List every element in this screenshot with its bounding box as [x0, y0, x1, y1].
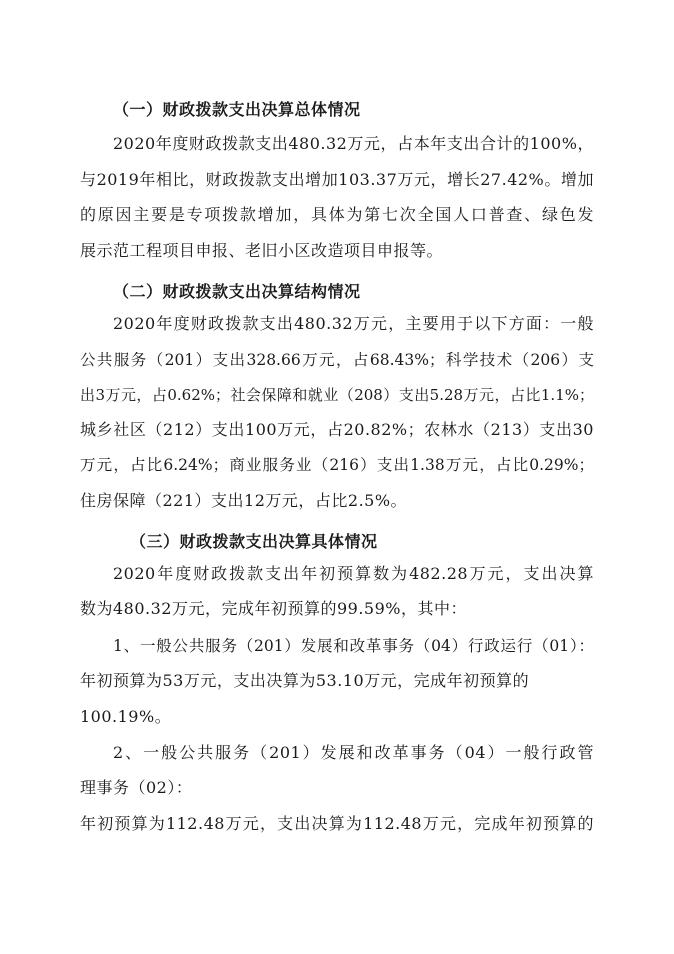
- section-3-heading: （三）财政拨款支出决算具体情况: [130, 532, 378, 551]
- paragraph-line: 与2019年相比，财政拨款支出增加103.37万元，增长27.42%。增加: [80, 170, 594, 189]
- paragraph-line: 2020年度财政拨款支出480.32万元，占本年支出合计的100%，: [113, 134, 594, 153]
- paragraph-line: 城乡社区（212）支出100万元，占20.82%；农林水（213）支出30: [80, 420, 594, 439]
- paragraph-line: 公共服务（201）支出328.66万元，占68.43%；科学技术（206）支: [80, 351, 594, 369]
- paragraph-line: 万元，占比6.24%；商业服务业（216）支出1.38万元，占比0.29%；: [80, 456, 594, 474]
- paragraph-line: 年初预算为53万元，支出决算为53.10万元，完成年初预算的: [80, 671, 530, 690]
- paragraph-line: 100.19%。: [80, 707, 172, 726]
- paragraph-line: 1、一般公共服务（201）发展和改革事务（04）行政运行（01）：: [113, 637, 594, 655]
- section-2-heading: （二）财政拨款支出决算结构情况: [113, 282, 361, 301]
- paragraph-line: 理事务（02）：: [80, 778, 193, 797]
- paragraph-line: 2020年度财政拨款支出480.32万元，主要用于以下方面：一般: [113, 314, 594, 333]
- paragraph-line: 数为480.32万元，完成年初预算的99.59%，其中：: [80, 599, 467, 618]
- paragraph-line: 展示范工程项目申报、老旧小区改造项目申报等。: [80, 241, 444, 260]
- paragraph-line: 年初预算为112.48万元，支出决算为112.48万元，完成年初预算的: [80, 814, 594, 833]
- paragraph-line: 的原因主要是专项拨款增加，具体为第七次全国人口普查、绿色发: [80, 205, 594, 224]
- section-1-heading: （一）财政拨款支出决算总体情况: [113, 100, 361, 119]
- paragraph-line: 住房保障（221）支出12万元，占比2.5%。: [80, 491, 408, 510]
- paragraph-line: 2020年度财政拨款支出年初预算数为482.28万元，支出决算: [113, 564, 594, 583]
- paragraph-line: 2、一般公共服务（201）发展和改革事务（04）一般行政管: [113, 743, 594, 762]
- paragraph-line: 出3万元，占0.62%；社会保障和就业（208）支出5.28万元，占比1.1%；: [80, 386, 594, 404]
